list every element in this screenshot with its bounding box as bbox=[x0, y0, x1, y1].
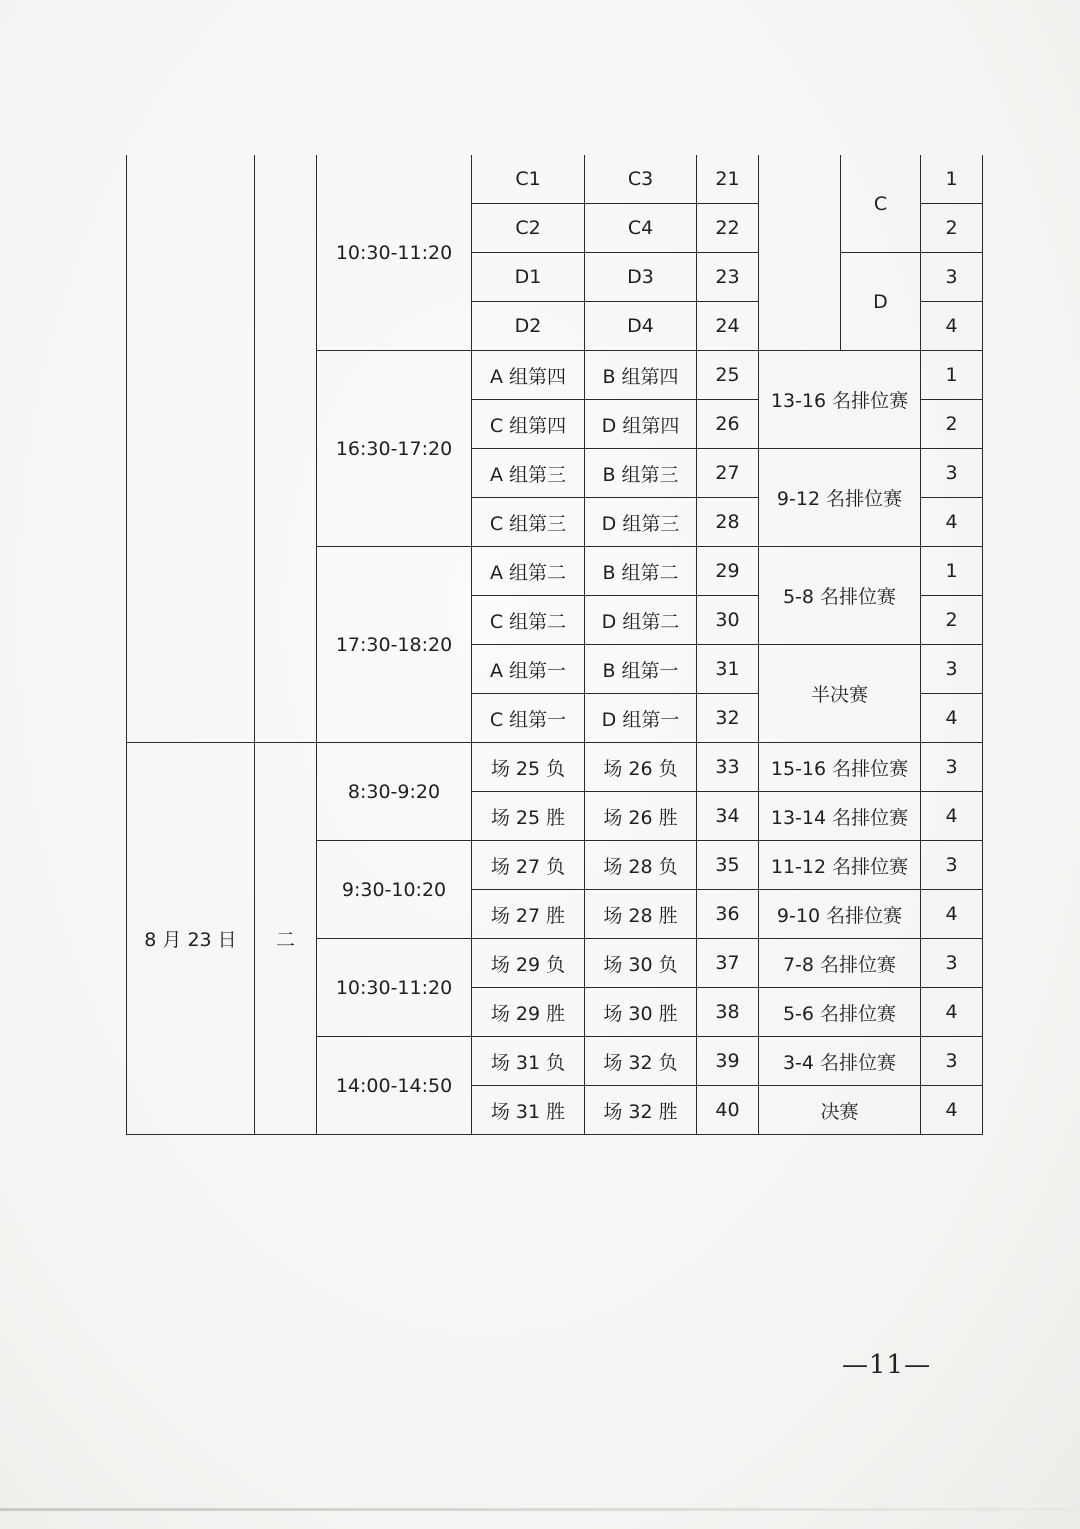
group-label: D bbox=[841, 253, 921, 351]
match-number: 21 bbox=[697, 155, 759, 204]
time-slot: 17:30-18:20 bbox=[317, 547, 472, 743]
time-slot: 10:30-11:20 bbox=[317, 939, 472, 1037]
team-1: C1 bbox=[472, 155, 585, 204]
team-2: 场 28 胜 bbox=[585, 890, 697, 939]
team-2: D 组第一 bbox=[585, 694, 697, 743]
team-1: C 组第四 bbox=[472, 400, 585, 449]
team-2: D 组第三 bbox=[585, 498, 697, 547]
match-remark: 11-12 名排位赛 bbox=[759, 841, 921, 890]
match-number: 25 bbox=[697, 351, 759, 400]
match-number: 32 bbox=[697, 694, 759, 743]
team-2: 场 30 负 bbox=[585, 939, 697, 988]
team-1: A 组第二 bbox=[472, 547, 585, 596]
team-1: A 组第一 bbox=[472, 645, 585, 694]
match-remark: 半决赛 bbox=[759, 645, 921, 743]
page-number: —11— bbox=[842, 1350, 932, 1380]
team-1: C 组第三 bbox=[472, 498, 585, 547]
team-1: 场 29 胜 bbox=[472, 988, 585, 1037]
court-number: 3 bbox=[921, 939, 983, 988]
team-1: 场 27 胜 bbox=[472, 890, 585, 939]
match-remark: 5-6 名排位赛 bbox=[759, 988, 921, 1037]
team-2: C4 bbox=[585, 204, 697, 253]
match-number: 27 bbox=[697, 449, 759, 498]
match-number: 31 bbox=[697, 645, 759, 694]
court-number: 4 bbox=[921, 890, 983, 939]
team-1: 场 31 胜 bbox=[472, 1086, 585, 1135]
time-slot: 10:30-11:20 bbox=[317, 155, 472, 351]
court-number: 3 bbox=[921, 253, 983, 302]
match-number: 23 bbox=[697, 253, 759, 302]
match-schedule-table bbox=[126, 155, 983, 1135]
weekday-cell: 二 bbox=[255, 743, 317, 1135]
table-row bbox=[127, 743, 983, 792]
court-number: 2 bbox=[921, 596, 983, 645]
match-remark: 7-8 名排位赛 bbox=[759, 939, 921, 988]
team-2: D3 bbox=[585, 253, 697, 302]
remark-empty bbox=[759, 155, 841, 351]
match-number: 24 bbox=[697, 302, 759, 351]
court-number: 3 bbox=[921, 645, 983, 694]
match-number: 26 bbox=[697, 400, 759, 449]
match-remark: 13-14 名排位赛 bbox=[759, 792, 921, 841]
team-2: C3 bbox=[585, 155, 697, 204]
match-number: 35 bbox=[697, 841, 759, 890]
match-number: 29 bbox=[697, 547, 759, 596]
team-1: 场 27 负 bbox=[472, 841, 585, 890]
team-1: 场 31 负 bbox=[472, 1037, 585, 1086]
time-slot: 16:30-17:20 bbox=[317, 351, 472, 547]
team-2: 场 30 胜 bbox=[585, 988, 697, 1037]
group-label: C bbox=[841, 155, 921, 253]
time-slot: 9:30-10:20 bbox=[317, 841, 472, 939]
court-number: 3 bbox=[921, 743, 983, 792]
scan-edge-divider bbox=[0, 1508, 1080, 1511]
date-cell: 8 月 23 日 bbox=[127, 743, 255, 1135]
court-number: 4 bbox=[921, 792, 983, 841]
team-2: D4 bbox=[585, 302, 697, 351]
match-number: 22 bbox=[697, 204, 759, 253]
match-number: 28 bbox=[697, 498, 759, 547]
team-2: D 组第二 bbox=[585, 596, 697, 645]
team-1: A 组第三 bbox=[472, 449, 585, 498]
court-number: 1 bbox=[921, 155, 983, 204]
team-2: 场 32 负 bbox=[585, 1037, 697, 1086]
match-number: 40 bbox=[697, 1086, 759, 1135]
match-number: 37 bbox=[697, 939, 759, 988]
match-remark: 5-8 名排位赛 bbox=[759, 547, 921, 645]
court-number: 4 bbox=[921, 694, 983, 743]
court-number: 3 bbox=[921, 841, 983, 890]
team-2: 场 32 胜 bbox=[585, 1086, 697, 1135]
match-remark: 决赛 bbox=[759, 1086, 921, 1135]
team-1: 场 29 负 bbox=[472, 939, 585, 988]
match-remark: 13-16 名排位赛 bbox=[759, 351, 921, 449]
court-number: 3 bbox=[921, 449, 983, 498]
match-number: 33 bbox=[697, 743, 759, 792]
team-1: D1 bbox=[472, 253, 585, 302]
time-slot: 8:30-9:20 bbox=[317, 743, 472, 841]
team-1: C 组第二 bbox=[472, 596, 585, 645]
team-2: 场 26 胜 bbox=[585, 792, 697, 841]
court-number: 4 bbox=[921, 1086, 983, 1135]
team-1: A 组第四 bbox=[472, 351, 585, 400]
team-2: B 组第一 bbox=[585, 645, 697, 694]
team-2: B 组第三 bbox=[585, 449, 697, 498]
match-remark: 15-16 名排位赛 bbox=[759, 743, 921, 792]
team-2: D 组第四 bbox=[585, 400, 697, 449]
team-2: B 组第二 bbox=[585, 547, 697, 596]
court-number: 4 bbox=[921, 988, 983, 1037]
weekday-cell-continued bbox=[255, 155, 317, 743]
match-remark: 9-12 名排位赛 bbox=[759, 449, 921, 547]
team-1: C2 bbox=[472, 204, 585, 253]
court-number: 4 bbox=[921, 498, 983, 547]
team-2: 场 26 负 bbox=[585, 743, 697, 792]
match-number: 38 bbox=[697, 988, 759, 1037]
match-number: 34 bbox=[697, 792, 759, 841]
court-number: 3 bbox=[921, 1037, 983, 1086]
court-number: 1 bbox=[921, 547, 983, 596]
match-number: 36 bbox=[697, 890, 759, 939]
team-2: B 组第四 bbox=[585, 351, 697, 400]
date-cell-continued bbox=[127, 155, 255, 743]
match-remark: 3-4 名排位赛 bbox=[759, 1037, 921, 1086]
team-1: 场 25 负 bbox=[472, 743, 585, 792]
team-1: C 组第一 bbox=[472, 694, 585, 743]
team-1: D2 bbox=[472, 302, 585, 351]
team-2: 场 28 负 bbox=[585, 841, 697, 890]
team-1: 场 25 胜 bbox=[472, 792, 585, 841]
court-number: 2 bbox=[921, 400, 983, 449]
table-row bbox=[127, 155, 983, 204]
court-number: 1 bbox=[921, 351, 983, 400]
match-remark: 9-10 名排位赛 bbox=[759, 890, 921, 939]
court-number: 4 bbox=[921, 302, 983, 351]
match-number: 39 bbox=[697, 1037, 759, 1086]
court-number: 2 bbox=[921, 204, 983, 253]
time-slot: 14:00-14:50 bbox=[317, 1037, 472, 1135]
match-number: 30 bbox=[697, 596, 759, 645]
